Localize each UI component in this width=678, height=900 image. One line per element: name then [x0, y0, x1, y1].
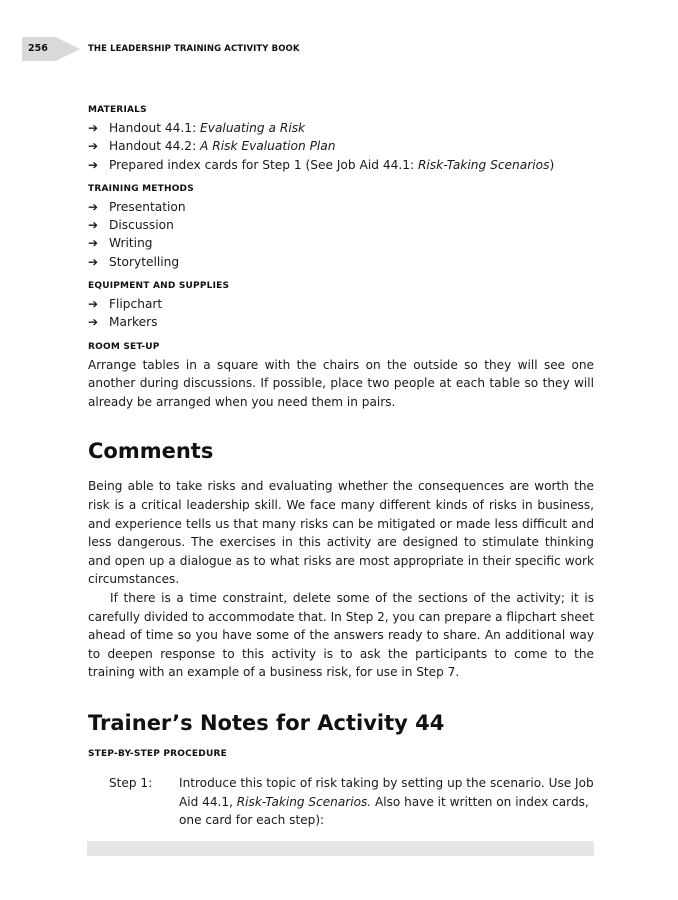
arrow-bullet-icon: ➔: [88, 218, 99, 233]
equipment-list: [88, 295, 594, 332]
room-setup-text: Arrange tables in a square with the chairs on the outside so they will see one another during discussions. If possible, place two people at each table so they will already be arranged when you need them in pairs.: [88, 357, 594, 409]
trainers-notes-heading: Trainer’s Notes for Activity 44: [88, 710, 445, 735]
comments-paragraph-1: Being able to take risks and evaluating whether the consequences are worth the risk is a critical leadership skill. We face many different kinds of risks in business, and experience tells us that many risks can be mitigated or made less difficult and less dangerous. The exercises in this activity are designed to stimulate thinking and open up a dialogue as to what risks are most appropriate in their specific work circumstances.: [88, 479, 594, 587]
running-head: THE LEADERSHIP TRAINING ACTIVITY BOOK: [88, 44, 300, 54]
arrow-bullet-icon: ➔: [88, 315, 99, 330]
page-number: 256: [28, 43, 48, 54]
arrow-bullet-icon: ➔: [88, 121, 99, 135]
list-item: ➔ Storytelling: [88, 253, 594, 271]
list-item: ➔ Handout 44.2: A Risk Evaluation Plan: [88, 137, 594, 155]
list-item: ➔ Prepared index cards for Step 1 (See Job Aid 44.1: Risk-Taking Scenarios): [88, 156, 594, 174]
room-setup-heading: ROOM SET-UP: [88, 341, 160, 352]
list-item: ➔ Discussion: [88, 216, 594, 234]
footer-bar: [87, 841, 594, 856]
list-item: ➔ Presentation: [88, 198, 594, 216]
arrow-bullet-icon: ➔: [88, 139, 99, 154]
comments-heading: Comments: [88, 439, 214, 464]
arrow-bullet-icon: ➔: [88, 236, 99, 251]
arrow-bullet-icon: ➔: [88, 254, 99, 269]
page-content: [88, 103, 594, 830]
equipment-heading: EQUIPMENT AND SUPPLIES: [88, 281, 230, 292]
arrow-bullet-icon: ➔: [88, 297, 99, 312]
materials-heading: MATERIALS: [88, 105, 147, 115]
step-label: Step 1:: [109, 775, 153, 790]
arrow-bullet-icon: ➔: [88, 199, 99, 214]
step-1: Step 1: Introduce this topic of risk taking by setting up the scenario. Use Job Aid 44.1, Risk-Taking Scenarios. Also have it written on index cards, one card for each step):: [109, 775, 594, 828]
list-item: ➔ Handout 44.1: Evaluating a Risk: [88, 119, 594, 137]
training-methods-heading: TRAINING METHODS: [88, 183, 194, 194]
list-item: ➔ Markers: [88, 313, 594, 331]
training-methods-list: [88, 198, 594, 271]
list-item: ➔ Writing: [88, 234, 594, 252]
arrow-bullet-icon: ➔: [88, 157, 99, 172]
procedure-heading: STEP-BY-STEP PROCEDURE: [88, 748, 227, 759]
comments-paragraph-2: If there is a time constraint, delete some of the sections of the activity; it is carefully divided to accommodate that. In Step 2, you can prepare a flipchart sheet ahead of time so you have some of the answers ready to share. An additional way to deepen response to this activity is to ask the participants to come to the training with an example of a business risk, for use in Step 7.: [88, 591, 594, 680]
materials-list: [88, 119, 594, 174]
list-item: ➔ Flipchart: [88, 295, 594, 313]
